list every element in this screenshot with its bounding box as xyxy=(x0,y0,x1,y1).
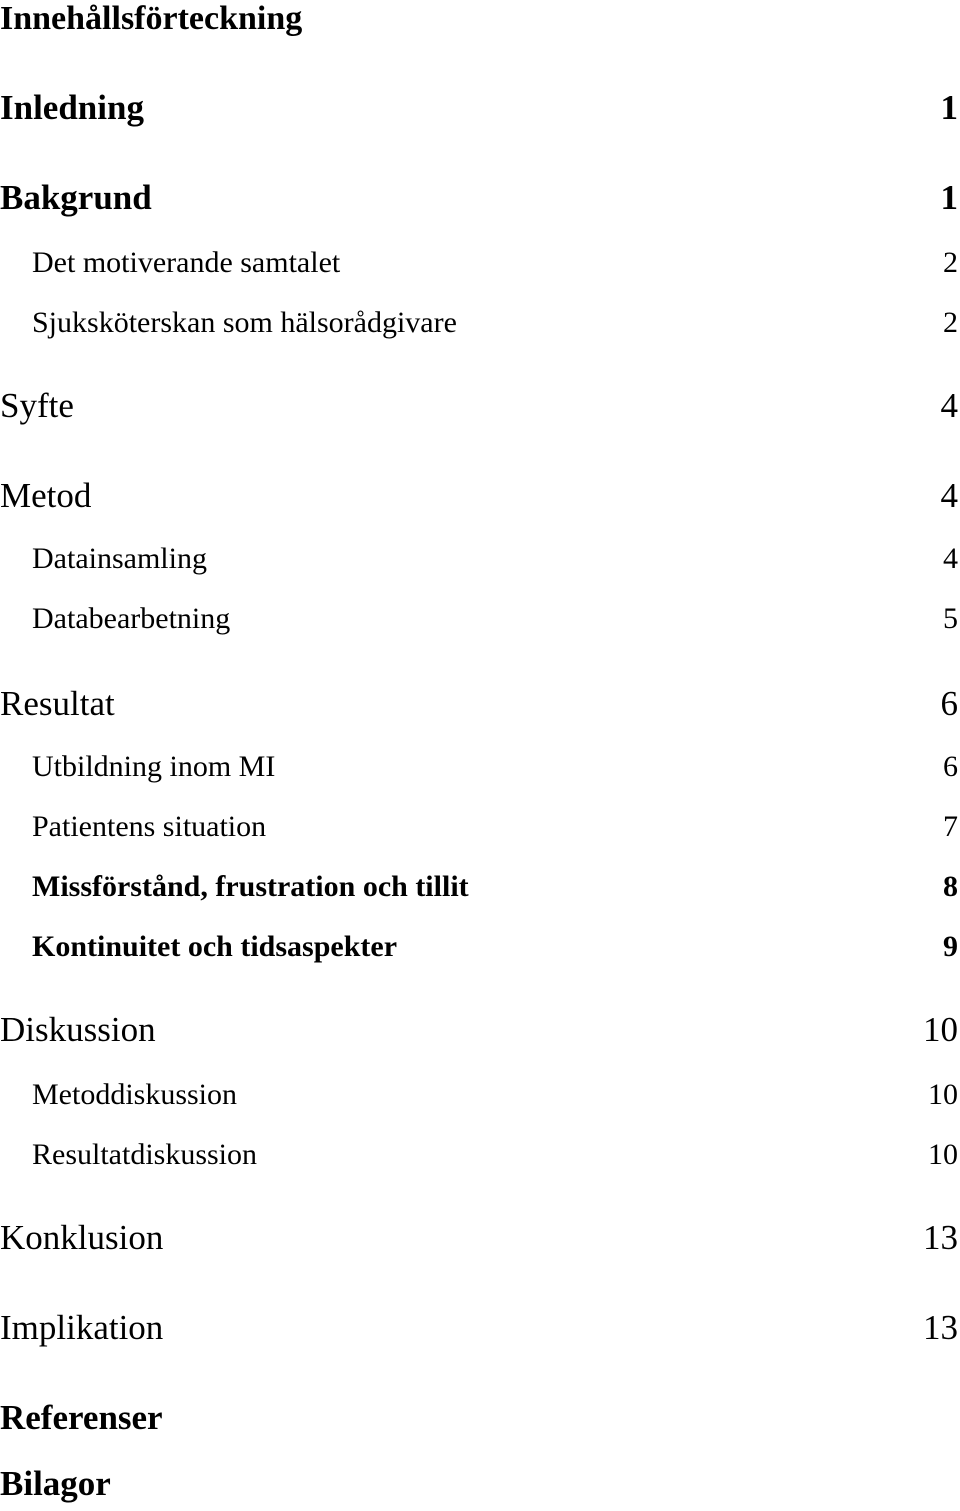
toc-entry-page: 10 xyxy=(923,1010,958,1049)
toc-entry-page: 10 xyxy=(928,1138,958,1171)
toc-entry-page: 6 xyxy=(940,684,958,723)
toc-entry-page: 2 xyxy=(943,246,958,279)
toc-entry-page: 4 xyxy=(943,542,958,575)
toc-entry-page: 5 xyxy=(943,602,958,635)
toc-entry-konklusion[interactable] xyxy=(0,1218,958,1258)
toc-entry-bakgrund[interactable] xyxy=(0,178,958,218)
toc-entry-label: Missförstånd, frustration och tillit xyxy=(32,870,469,903)
toc-entry-implikation[interactable] xyxy=(0,1308,958,1348)
toc-entry-kontinuitet[interactable] xyxy=(0,930,958,964)
toc-title-text: Innehållsförteckning xyxy=(0,0,303,37)
toc-entry-det-motiverande-samtalet[interactable] xyxy=(0,246,958,280)
toc-entry-label: Diskussion xyxy=(0,1010,156,1049)
toc-entry-patientens-situation[interactable] xyxy=(0,810,958,844)
toc-entry-page: 10 xyxy=(928,1078,958,1111)
toc-entry-missforstand[interactable] xyxy=(0,870,958,904)
toc-entry-label: Inledning xyxy=(0,88,144,127)
toc-entry-label: Sjuksköterskan som hälsorådgivare xyxy=(32,306,457,339)
toc-entry-label: Implikation xyxy=(0,1308,164,1347)
toc-entry-label: Bakgrund xyxy=(0,178,152,217)
toc-entry-label: Kontinuitet och tidsaspekter xyxy=(32,930,398,963)
toc-entry-databearbetning[interactable] xyxy=(0,602,958,636)
toc-entry-datainsamling[interactable] xyxy=(0,542,958,576)
toc-entry-label: Det motiverande samtalet xyxy=(32,246,341,279)
toc-entry-label: Utbildning inom MI xyxy=(32,750,276,783)
toc-entry-page: 2 xyxy=(943,306,958,339)
toc-entry-metoddiskussion[interactable] xyxy=(0,1078,958,1112)
toc-entry-page: 13 xyxy=(923,1218,958,1257)
toc-entry-referenser[interactable] xyxy=(0,1398,958,1438)
toc-entry-syfte[interactable] xyxy=(0,386,958,426)
toc-entry-page: 7 xyxy=(943,810,958,843)
toc-entry-resultatdiskussion[interactable] xyxy=(0,1138,958,1172)
toc-entry-page: 4 xyxy=(940,386,958,425)
toc-entry-label: Resultat xyxy=(0,684,115,723)
toc-entry-utbildning-inom-mi[interactable] xyxy=(0,750,958,784)
toc-entry-label: Datainsamling xyxy=(32,542,207,575)
toc-entry-label: Metod xyxy=(0,476,92,515)
toc-entry-metod[interactable] xyxy=(0,476,958,516)
toc-entry-page: 13 xyxy=(923,1308,958,1347)
toc-entry-label: Referenser xyxy=(0,1398,163,1437)
toc-entry-page: 1 xyxy=(940,178,958,217)
toc-entry-label: Resultatdiskussion xyxy=(32,1138,258,1171)
toc-entry-label: Bilagor xyxy=(0,1464,111,1503)
toc-entry-inledning[interactable] xyxy=(0,88,958,128)
toc-entry-page: 4 xyxy=(940,476,958,515)
toc-title xyxy=(0,0,958,38)
toc-entry-label: Patientens situation xyxy=(32,810,267,843)
toc-entry-sjukskoterskan[interactable] xyxy=(0,306,958,340)
toc-entry-label: Metoddiskussion xyxy=(32,1078,238,1111)
toc-entry-label: Syfte xyxy=(0,386,74,425)
toc-entry-page: 8 xyxy=(943,870,958,903)
toc-entry-resultat[interactable] xyxy=(0,684,958,724)
toc-entry-bilagor[interactable] xyxy=(0,1464,958,1504)
toc-entry-label: Konklusion xyxy=(0,1218,164,1257)
toc-entry-label: Databearbetning xyxy=(32,602,231,635)
toc-entry-page: 9 xyxy=(943,930,958,963)
toc-entry-page: 6 xyxy=(943,750,958,783)
toc-entry-diskussion[interactable] xyxy=(0,1010,958,1050)
toc-entry-page: 1 xyxy=(940,88,958,127)
